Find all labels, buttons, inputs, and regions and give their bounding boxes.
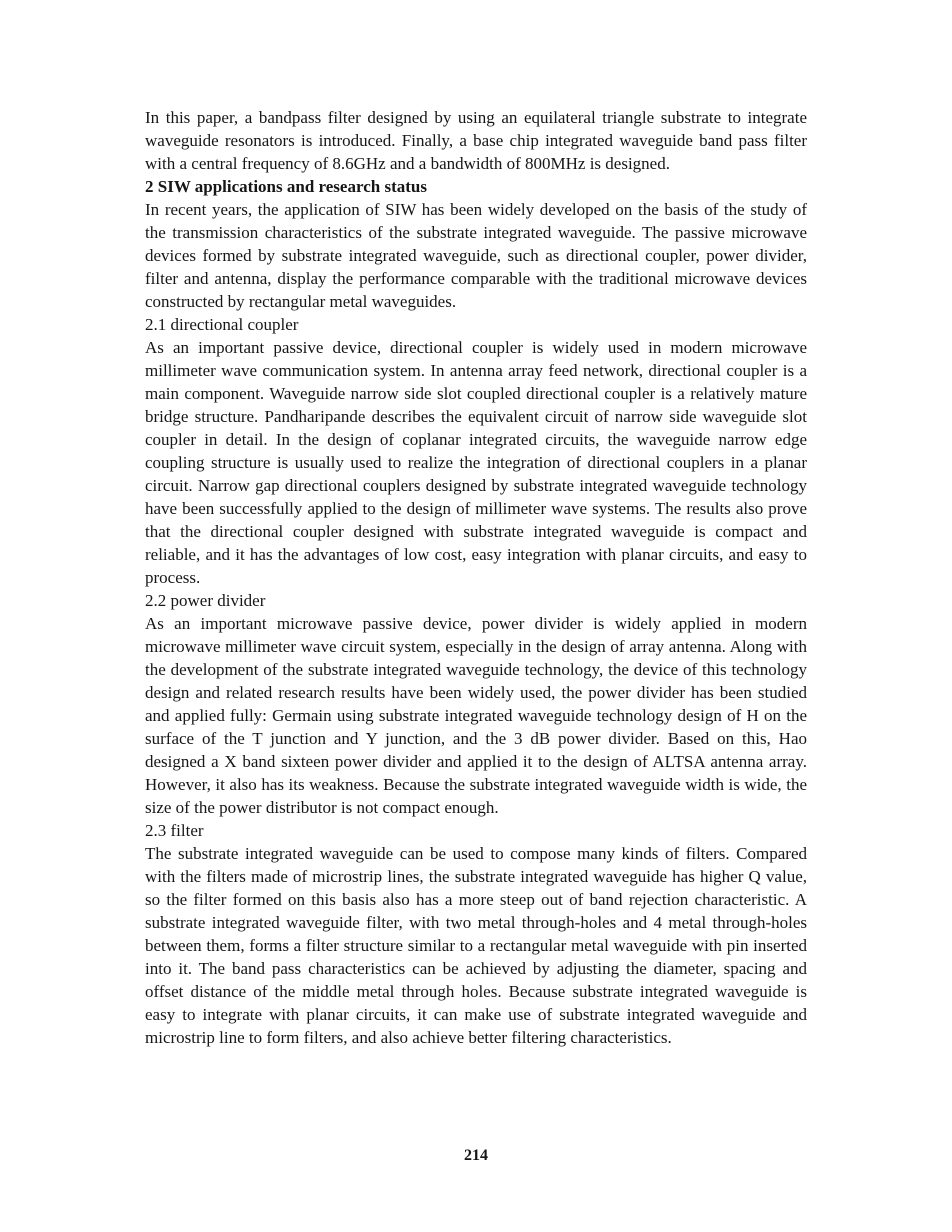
page-number: 214 — [464, 1147, 488, 1164]
text-block — [145, 106, 807, 1049]
intro-paragraph: In this paper, a bandpass filter designed by using an equilateral triangle substrate to integrate waveguide resonators is introduced. Finally, a base chip integrated waveguide band pass filter with a central frequency of 8.6GHz and a bandwidth of 800MHz is designed. — [145, 108, 807, 173]
subsection-2-1-paragraph: As an important passive device, directional coupler is widely used in modern microwave millimeter wave communication system. In antenna array feed network, directional coupler is a main component. Waveguide narrow side slot coupled directional coupler is a relatively mature bridge structure. Pandharipande describes the equivalent circuit of narrow side waveguide slot coupler in detail. In the design of coplanar integrated circuits, the waveguide narrow edge coupling structure is usually used to realize the integration of directional couplers in a planar circuit. Narrow gap directional couplers designed by substrate integrated waveguide technology have been successfully applied to the design of millimeter wave systems. The results also prove that the directional coupler designed with substrate integrated waveguide is compact and reliable, and it has the advantages of low cost, easy integration with planar circuits, and easy to process. — [145, 338, 807, 587]
subsection-2-2-heading: 2.2 power divider — [145, 591, 266, 610]
subsection-2-3-heading: 2.3 filter — [145, 821, 204, 840]
section-2-heading: 2 SIW applications and research status — [145, 177, 427, 196]
subsection-2-3-paragraph: The substrate integrated waveguide can be used to compose many kinds of filters. Compared with the filters made of microstrip lines, the substrate integrated waveguide has higher Q value, so the filter formed on this basis also has a more steep out of band rejection characteristic. A substrate integrated waveguide filter, with two metal through-holes and 4 metal through-holes between them, forms a filter structure similar to a rectangular metal waveguide with pin inserted into it. The band pass characteristics can be achieved by adjusting the diameter, spacing and offset distance of the middle metal through holes. Because substrate integrated waveguide is easy to integrate with planar circuits, it can make use of substrate integrated waveguide and microstrip line to form filters, and also achieve better filtering characteristics. — [145, 844, 807, 1047]
subsection-2-1-heading: 2.1 directional coupler — [145, 315, 299, 334]
section-2-intro-paragraph: In recent years, the application of SIW has been widely developed on the basis of the study of the transmission characteristics of the substrate integrated waveguide. The passive microwave devices formed by substrate integrated waveguide, such as directional coupler, power divider, filter and antenna, display the performance comparable with the traditional microwave devices constructed by rectangular metal waveguides. — [145, 200, 807, 311]
subsection-2-2-paragraph: As an important microwave passive device, power divider is widely applied in modern microwave millimeter wave circuit system, especially in the design of array antenna. Along with the development of the substrate integrated waveguide technology, the device of this technology design and related research results have been widely used, the power divider has been studied and applied fully: Germain using substrate integrated waveguide technology design of H on the surface of the T junction and Y junction, and the 3 dB power divider. Based on this, Hao designed a X band sixteen power divider and applied it to the design of ALTSA antenna array. However, it also has its weakness. Because the substrate integrated waveguide width is wide, the size of the power distributor is not compact enough. — [145, 614, 807, 817]
